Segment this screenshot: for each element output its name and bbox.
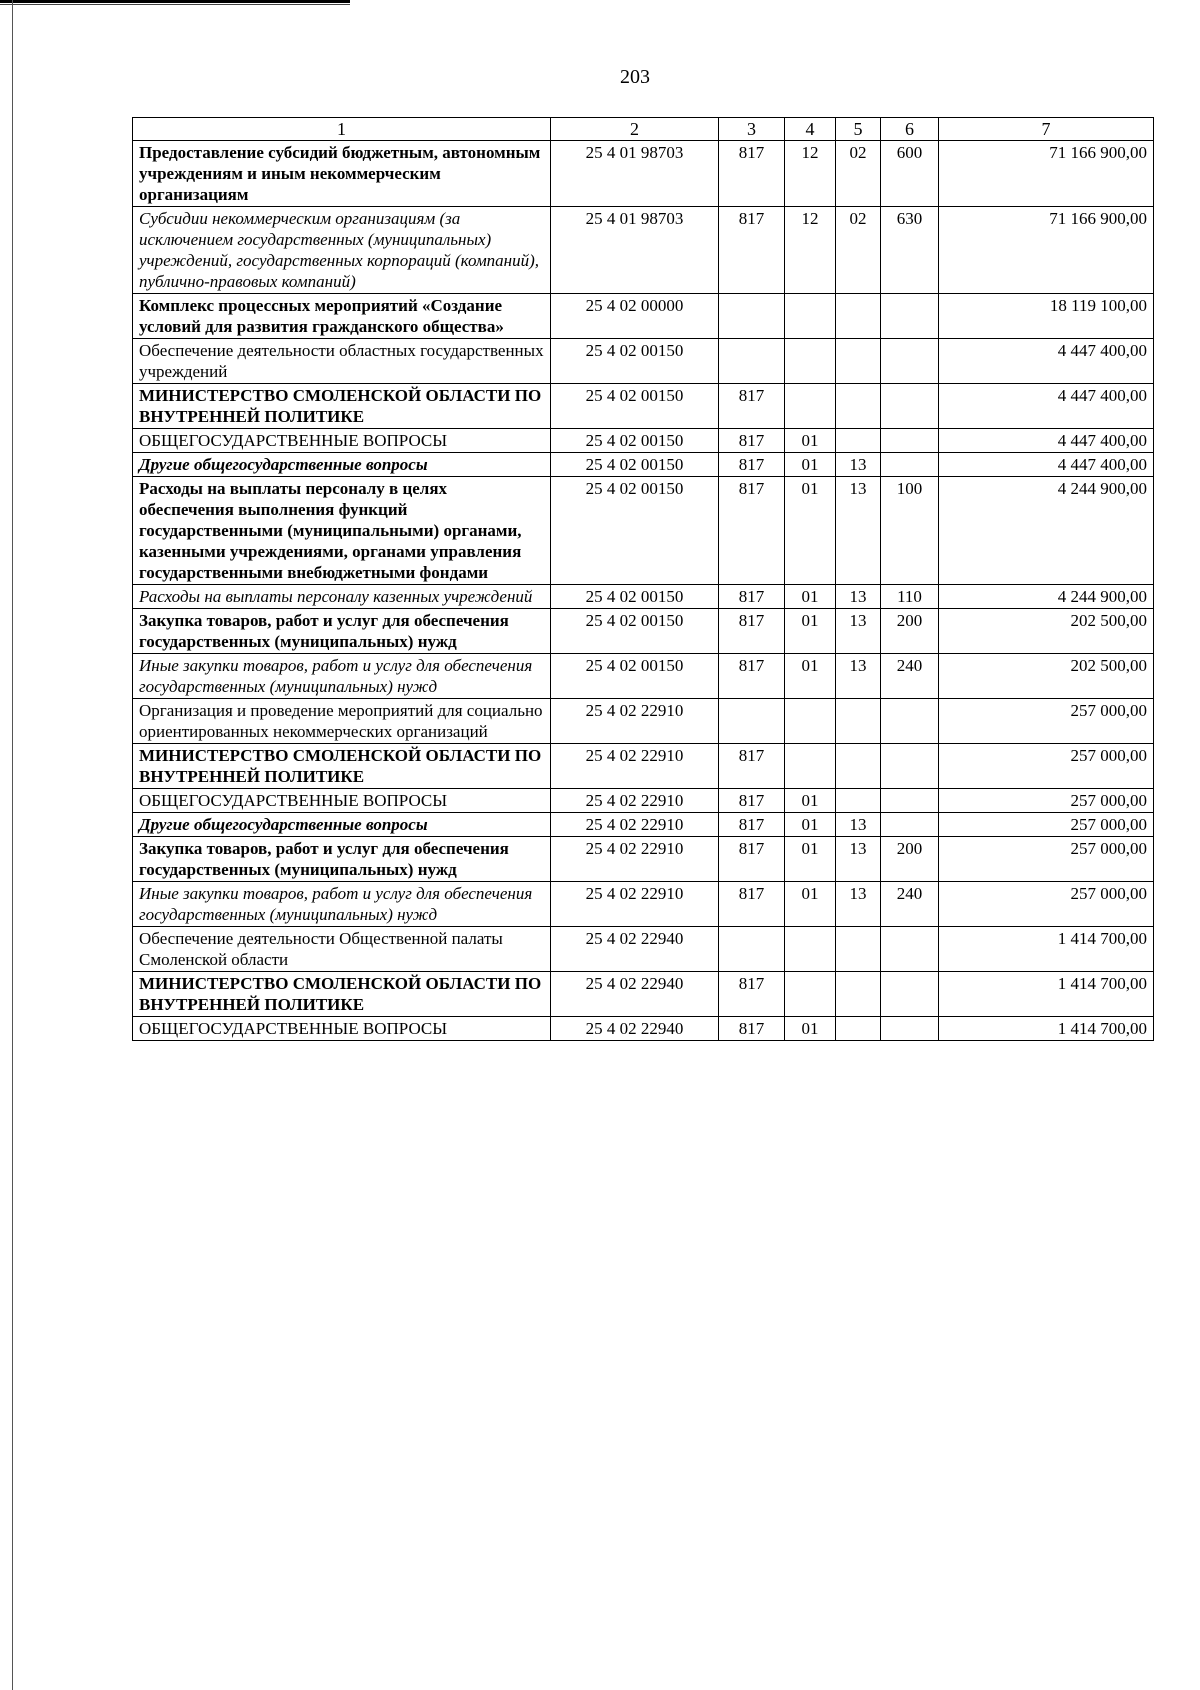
target-article-code: 25 4 02 00150 <box>551 339 719 384</box>
target-article-code: 25 4 02 00150 <box>551 654 719 699</box>
table-row <box>133 141 1154 207</box>
subsection-code <box>836 429 881 453</box>
section-code <box>785 927 836 972</box>
page-number: 203 <box>620 66 650 88</box>
row-name: Обеспечение деятельности Общественной палаты Смоленской области <box>133 927 551 972</box>
subsection-code <box>836 294 881 339</box>
column-number: 3 <box>719 118 785 141</box>
scan-edge-top-thin <box>0 4 350 5</box>
target-article-code: 25 4 01 98703 <box>551 207 719 294</box>
amount-cell: 257 000,00 <box>939 813 1154 837</box>
table-row <box>133 609 1154 654</box>
section-code: 12 <box>785 207 836 294</box>
amount-cell: 4 447 400,00 <box>939 453 1154 477</box>
amount-cell: 71 166 900,00 <box>939 207 1154 294</box>
amount-cell: 257 000,00 <box>939 837 1154 882</box>
expense-type-code: 110 <box>881 585 939 609</box>
row-name: МИНИСТЕРСТВО СМОЛЕНСКОЙ ОБЛАСТИ ПО ВНУТРЕННЕЙ ПОЛИТИКЕ <box>133 744 551 789</box>
row-name: ОБЩЕГОСУДАРСТВЕННЫЕ ВОПРОСЫ <box>133 789 551 813</box>
amount-cell: 4 244 900,00 <box>939 477 1154 585</box>
department-code: 817 <box>719 384 785 429</box>
amount-cell: 257 000,00 <box>939 699 1154 744</box>
department-code: 817 <box>719 429 785 453</box>
department-code: 817 <box>719 585 785 609</box>
expense-type-code <box>881 744 939 789</box>
row-name: Комплекс процессных мероприятий «Создание условий для развития гражданского общества» <box>133 294 551 339</box>
row-name: Расходы на выплаты персоналу в целях обеспечения выполнения функций государственными (муниципальными) органами, казенными учреждениями, органами управления государственными внебюджетными фондами <box>133 477 551 585</box>
column-number-row <box>133 118 1154 141</box>
row-name: ОБЩЕГОСУДАРСТВЕННЫЕ ВОПРОСЫ <box>133 429 551 453</box>
row-name: Иные закупки товаров, работ и услуг для обеспечения государственных (муниципальных) нужд <box>133 654 551 699</box>
table-row <box>133 744 1154 789</box>
department-code: 817 <box>719 789 785 813</box>
target-article-code: 25 4 02 22910 <box>551 882 719 927</box>
column-number: 7 <box>939 118 1154 141</box>
subsection-code: 13 <box>836 882 881 927</box>
department-code: 817 <box>719 837 785 882</box>
department-code <box>719 927 785 972</box>
table-row <box>133 585 1154 609</box>
row-name: ОБЩЕГОСУДАРСТВЕННЫЕ ВОПРОСЫ <box>133 1017 551 1041</box>
section-code: 12 <box>785 141 836 207</box>
section-code <box>785 744 836 789</box>
amount-cell: 257 000,00 <box>939 789 1154 813</box>
row-name: Организация и проведение мероприятий для социально ориентированных некоммерческих организаций <box>133 699 551 744</box>
section-code: 01 <box>785 477 836 585</box>
target-article-code: 25 4 02 22910 <box>551 813 719 837</box>
department-code: 817 <box>719 744 785 789</box>
department-code: 817 <box>719 654 785 699</box>
section-code: 01 <box>785 654 836 699</box>
section-code: 01 <box>785 585 836 609</box>
table-row <box>133 837 1154 882</box>
department-code: 817 <box>719 477 785 585</box>
table-row <box>133 789 1154 813</box>
amount-cell: 257 000,00 <box>939 744 1154 789</box>
department-code: 817 <box>719 141 785 207</box>
amount-cell: 4 447 400,00 <box>939 339 1154 384</box>
subsection-code <box>836 789 881 813</box>
expense-type-code <box>881 927 939 972</box>
section-code <box>785 384 836 429</box>
section-code <box>785 339 836 384</box>
table-row <box>133 429 1154 453</box>
department-code: 817 <box>719 453 785 477</box>
expense-type-code <box>881 384 939 429</box>
section-code: 01 <box>785 609 836 654</box>
subsection-code <box>836 339 881 384</box>
table-row <box>133 294 1154 339</box>
target-article-code: 25 4 02 22940 <box>551 927 719 972</box>
amount-cell: 202 500,00 <box>939 609 1154 654</box>
section-code: 01 <box>785 882 836 927</box>
row-name: МИНИСТЕРСТВО СМОЛЕНСКОЙ ОБЛАСТИ ПО ВНУТРЕННЕЙ ПОЛИТИКЕ <box>133 972 551 1017</box>
subsection-code <box>836 744 881 789</box>
table-row <box>133 927 1154 972</box>
scan-edge-left <box>12 0 13 1690</box>
department-code: 817 <box>719 972 785 1017</box>
section-code <box>785 294 836 339</box>
amount-cell: 257 000,00 <box>939 882 1154 927</box>
scan-edge-top <box>0 0 350 3</box>
section-code: 01 <box>785 813 836 837</box>
target-article-code: 25 4 02 22910 <box>551 837 719 882</box>
target-article-code: 25 4 02 00150 <box>551 384 719 429</box>
expense-type-code: 200 <box>881 609 939 654</box>
amount-cell: 4 447 400,00 <box>939 384 1154 429</box>
subsection-code: 13 <box>836 654 881 699</box>
subsection-code <box>836 927 881 972</box>
row-name: Обеспечение деятельности областных государственных учреждений <box>133 339 551 384</box>
target-article-code: 25 4 02 00150 <box>551 429 719 453</box>
budget-table <box>132 117 1154 1041</box>
subsection-code: 02 <box>836 207 881 294</box>
row-name: МИНИСТЕРСТВО СМОЛЕНСКОЙ ОБЛАСТИ ПО ВНУТРЕННЕЙ ПОЛИТИКЕ <box>133 384 551 429</box>
table-row <box>133 384 1154 429</box>
target-article-code: 25 4 02 22940 <box>551 972 719 1017</box>
subsection-code <box>836 384 881 429</box>
amount-cell: 202 500,00 <box>939 654 1154 699</box>
expense-type-code: 630 <box>881 207 939 294</box>
department-code <box>719 339 785 384</box>
amount-cell: 1 414 700,00 <box>939 972 1154 1017</box>
department-code <box>719 699 785 744</box>
subsection-code: 02 <box>836 141 881 207</box>
amount-cell: 1 414 700,00 <box>939 1017 1154 1041</box>
subsection-code: 13 <box>836 477 881 585</box>
section-code <box>785 972 836 1017</box>
table-row <box>133 882 1154 927</box>
target-article-code: 25 4 02 00150 <box>551 477 719 585</box>
table-row <box>133 813 1154 837</box>
expense-type-code <box>881 429 939 453</box>
subsection-code: 13 <box>836 813 881 837</box>
row-name: Субсидии некоммерческим организациям (за исключением государственных (муниципальных) учреждений, государственных корпораций (компаний), публично-правовых компаний) <box>133 207 551 294</box>
expense-type-code <box>881 789 939 813</box>
table-row <box>133 207 1154 294</box>
row-name: Предоставление субсидий бюджетным, автономным учреждениям и иным некоммерческим организациям <box>133 141 551 207</box>
amount-cell: 71 166 900,00 <box>939 141 1154 207</box>
expense-type-code <box>881 294 939 339</box>
target-article-code: 25 4 02 22910 <box>551 789 719 813</box>
target-article-code: 25 4 02 00150 <box>551 609 719 654</box>
column-number: 4 <box>785 118 836 141</box>
row-name: Другие общегосударственные вопросы <box>133 453 551 477</box>
department-code: 817 <box>719 1017 785 1041</box>
section-code: 01 <box>785 453 836 477</box>
department-code: 817 <box>719 882 785 927</box>
section-code: 01 <box>785 429 836 453</box>
row-name: Иные закупки товаров, работ и услуг для обеспечения государственных (муниципальных) нужд <box>133 882 551 927</box>
expense-type-code <box>881 972 939 1017</box>
expense-type-code: 600 <box>881 141 939 207</box>
expense-type-code <box>881 813 939 837</box>
subsection-code: 13 <box>836 609 881 654</box>
subsection-code: 13 <box>836 453 881 477</box>
table-row <box>133 699 1154 744</box>
expense-type-code <box>881 1017 939 1041</box>
row-name: Другие общегосударственные вопросы <box>133 813 551 837</box>
department-code: 817 <box>719 207 785 294</box>
subsection-code <box>836 699 881 744</box>
expense-type-code <box>881 699 939 744</box>
subsection-code: 13 <box>836 585 881 609</box>
table-row <box>133 1017 1154 1041</box>
row-name: Закупка товаров, работ и услуг для обеспечения государственных (муниципальных) нужд <box>133 837 551 882</box>
target-article-code: 25 4 02 00150 <box>551 585 719 609</box>
target-article-code: 25 4 01 98703 <box>551 141 719 207</box>
target-article-code: 25 4 02 22910 <box>551 744 719 789</box>
table-row <box>133 654 1154 699</box>
column-number: 2 <box>551 118 719 141</box>
subsection-code <box>836 972 881 1017</box>
expense-type-code <box>881 453 939 477</box>
amount-cell: 4 447 400,00 <box>939 429 1154 453</box>
subsection-code: 13 <box>836 837 881 882</box>
row-name: Расходы на выплаты персоналу казенных учреждений <box>133 585 551 609</box>
table-row <box>133 972 1154 1017</box>
table-row <box>133 453 1154 477</box>
target-article-code: 25 4 02 00000 <box>551 294 719 339</box>
section-code: 01 <box>785 1017 836 1041</box>
section-code: 01 <box>785 789 836 813</box>
row-name: Закупка товаров, работ и услуг для обеспечения государственных (муниципальных) нужд <box>133 609 551 654</box>
section-code <box>785 699 836 744</box>
department-code <box>719 294 785 339</box>
column-number: 6 <box>881 118 939 141</box>
target-article-code: 25 4 02 22910 <box>551 699 719 744</box>
expense-type-code: 240 <box>881 882 939 927</box>
column-number: 5 <box>836 118 881 141</box>
amount-cell: 4 244 900,00 <box>939 585 1154 609</box>
expense-type-code: 240 <box>881 654 939 699</box>
target-article-code: 25 4 02 00150 <box>551 453 719 477</box>
department-code: 817 <box>719 609 785 654</box>
table-row <box>133 477 1154 585</box>
expense-type-code <box>881 339 939 384</box>
expense-type-code: 100 <box>881 477 939 585</box>
expense-type-code: 200 <box>881 837 939 882</box>
amount-cell: 1 414 700,00 <box>939 927 1154 972</box>
section-code: 01 <box>785 837 836 882</box>
department-code: 817 <box>719 813 785 837</box>
amount-cell: 18 119 100,00 <box>939 294 1154 339</box>
table-row <box>133 339 1154 384</box>
column-number: 1 <box>133 118 551 141</box>
target-article-code: 25 4 02 22940 <box>551 1017 719 1041</box>
subsection-code <box>836 1017 881 1041</box>
